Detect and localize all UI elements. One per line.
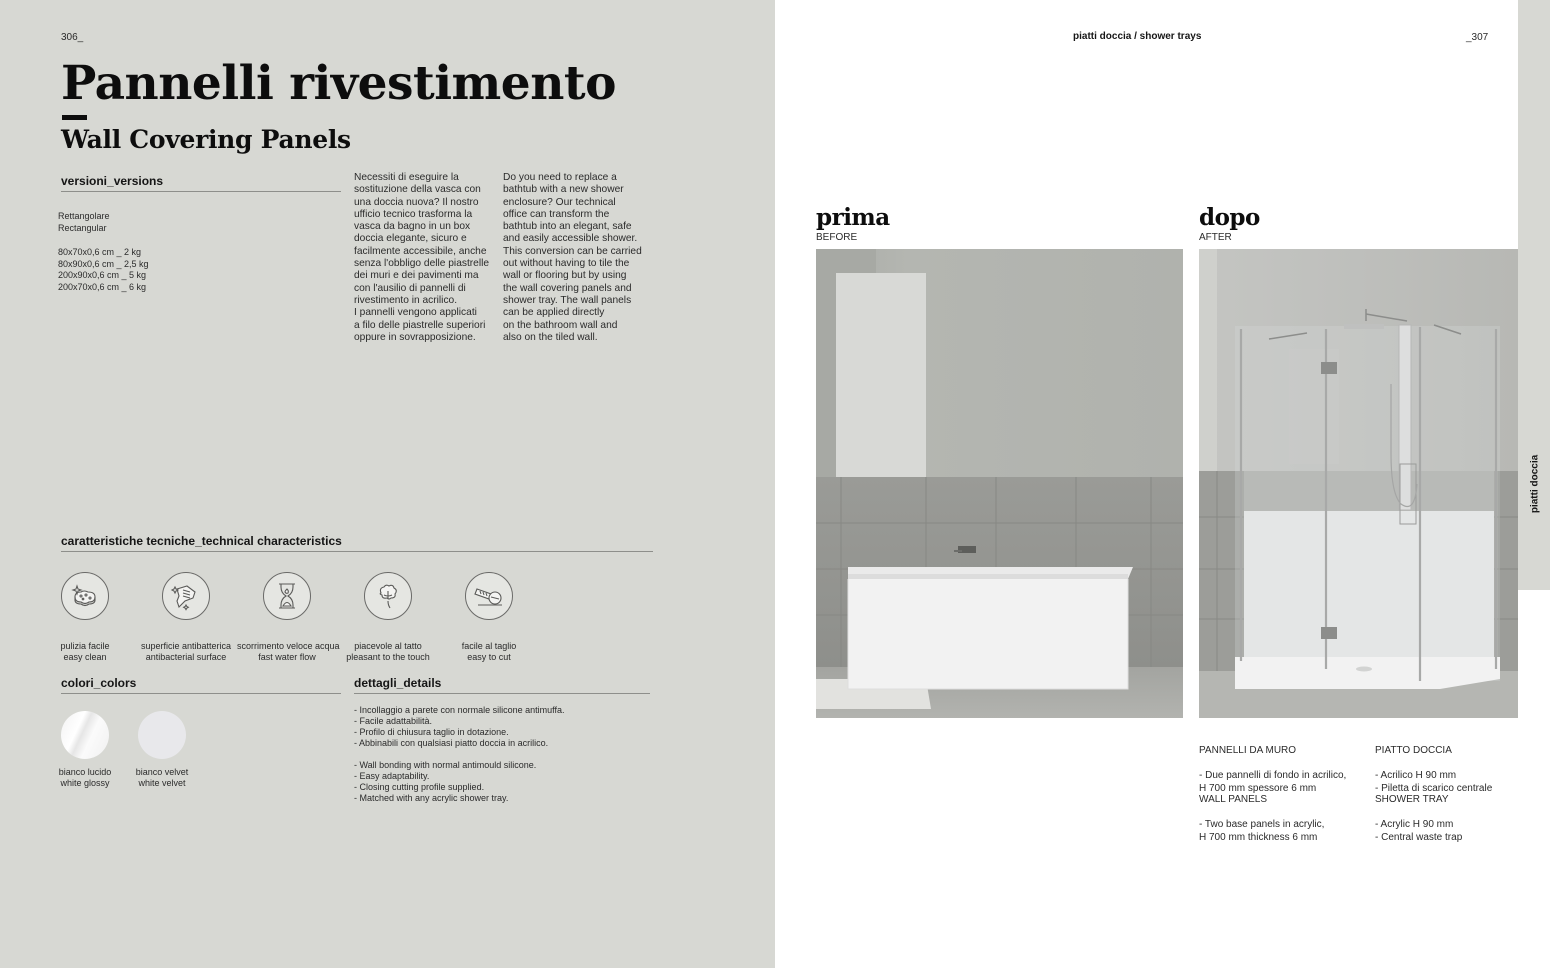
- spec-heading: PIATTO DOCCIA: [1375, 745, 1452, 757]
- size-item: 80x90x0,6 cm _ 2,5 kg: [58, 258, 149, 269]
- spec-wall-panels-en: [1199, 782, 1324, 856]
- side-tab-label: piatti doccia: [1529, 454, 1541, 514]
- spec-text: - Acrilico H 90 mm - Piletta di scarico centrale: [1375, 770, 1493, 794]
- detail-item: - Easy adaptability.: [354, 771, 430, 781]
- feature-label-en: fast water flow: [258, 651, 316, 662]
- swatch-circle: [61, 711, 109, 759]
- title-accent-bar: [62, 115, 87, 120]
- color-label-it: bianco lucido: [58, 767, 112, 777]
- spec-text: - Two base panels in acrylic, H 700 mm thickness 6 mm: [1199, 819, 1325, 843]
- feature-easy-cut: [439, 572, 539, 662]
- spec-heading: PANNELLI DA MURO: [1199, 745, 1297, 757]
- versions-heading: versioni_versions: [61, 174, 341, 192]
- before-photo: [816, 249, 1183, 718]
- before-subtitle: BEFORE: [816, 232, 858, 243]
- after-title: dopo: [1199, 204, 1260, 231]
- color-label-en: white glossy: [60, 777, 110, 788]
- feature-easy-clean: [35, 572, 135, 662]
- technical-heading: caratteristiche tecniche_technical characteristics: [61, 534, 653, 552]
- circular-saw-icon: [465, 572, 513, 620]
- details-list-en: [354, 760, 536, 804]
- right-page-number: _307: [1466, 32, 1489, 43]
- size-item: 200x70x0,6 cm _ 6 kg: [58, 281, 147, 292]
- page-subtitle: Wall Covering Panels: [61, 125, 351, 154]
- swatch-circle: [138, 711, 186, 759]
- color-label-it: bianco velvet: [135, 767, 189, 777]
- detail-item: - Facile adattabilità.: [354, 716, 433, 726]
- details-heading: dettagli_details: [354, 676, 650, 694]
- feature-fast-water-flow: [237, 572, 340, 662]
- feature-label-it: superficie antibatterica: [140, 641, 232, 651]
- colors-heading: colori_colors: [61, 676, 341, 694]
- hourglass-water-icon: [263, 572, 311, 620]
- spec-heading: WALL PANELS: [1199, 794, 1267, 806]
- details-list-it: [354, 705, 564, 749]
- description-italian: Necessiti di eseguire la sostituzione della vasca con una doccia nuova? Il nostro ufficio tecnico trasforma la vasca da bagno in un box doccia elegante, sicuro e facilmente accessibile, anche senza l'obbligo delle piastrelle dei muri e dei pavimenti ma con l'ausilio di pannelli di rivestimento in acrilico. I pannelli vengono applicati a filo delle piastrelle superiori oppure in sovrapposizione.: [354, 172, 490, 343]
- detail-item: - Matched with any acrylic shower tray.: [354, 793, 509, 803]
- detail-item: - Incollaggio a parete con normale silicone antimuffa.: [354, 705, 565, 715]
- size-item: 80x70x0,6 cm _ 2 kg: [58, 247, 142, 257]
- detail-item: - Profilo di chiusura taglio in dotazione.: [354, 727, 509, 737]
- shape-en: Rectangular: [58, 222, 107, 233]
- feature-label-en: easy clean: [63, 651, 107, 662]
- spec-text: - Due pannelli di fondo in acrilico, H 700 mm spessore 6 mm: [1199, 770, 1347, 794]
- description-english: Do you need to replace a bathtub with a new shower enclosure? Our technical office can transform the bathtub into an elegant, safe and easily accessible shower. This conversion can be carried out without having to tile the wall or flooring but by using the wall covering panels and shower tray. The wall panels can be applied directly on the bathroom wall and also on the tiled wall.: [503, 172, 642, 343]
- color-swatch-white-velvet[interactable]: [135, 711, 189, 788]
- feature-label-it: facile al taglio: [461, 641, 517, 651]
- detail-item: - Closing cutting profile supplied.: [354, 782, 485, 792]
- versions-shape: [58, 211, 110, 234]
- wipe-hand-icon: [162, 572, 210, 620]
- feature-pleasant-touch: [338, 572, 438, 662]
- spec-tray-en: [1375, 782, 1462, 856]
- spec-heading: SHOWER TRAY: [1375, 794, 1449, 806]
- feature-label-en: easy to cut: [467, 651, 511, 662]
- feature-antibacterial: [136, 572, 236, 662]
- cotton-flower-icon: [364, 572, 412, 620]
- feature-label-it: pulizia facile: [60, 641, 110, 651]
- color-swatch-white-glossy[interactable]: [58, 711, 112, 788]
- after-subtitle: AFTER: [1199, 232, 1232, 243]
- detail-item: - Abbinabili con qualsiasi piatto doccia in acrilico.: [354, 738, 549, 748]
- section-header: piatti doccia / shower trays: [1073, 31, 1202, 42]
- feature-label-it: piacevole al tatto: [354, 641, 422, 651]
- spec-text: - Acrylic H 90 mm - Central waste trap: [1375, 819, 1463, 843]
- size-item: 200x90x0,6 cm _ 5 kg: [58, 270, 147, 280]
- after-photo: [1199, 249, 1518, 718]
- shape-it: Rettangolare: [58, 211, 110, 221]
- feature-label-it: scorrimento veloce acqua: [237, 641, 340, 651]
- left-page-number: 306_: [61, 32, 84, 43]
- sponge-icon: [61, 572, 109, 620]
- detail-item: - Wall bonding with normal antimould silicone.: [354, 760, 537, 770]
- feature-label-en: antibacterial surface: [145, 651, 227, 662]
- before-title: prima: [816, 204, 890, 231]
- color-label-en: white velvet: [138, 777, 186, 788]
- page-title: Pannelli rivestimento: [61, 56, 616, 111]
- feature-label-en: pleasant to the touch: [346, 651, 430, 662]
- versions-sizes: [58, 247, 149, 293]
